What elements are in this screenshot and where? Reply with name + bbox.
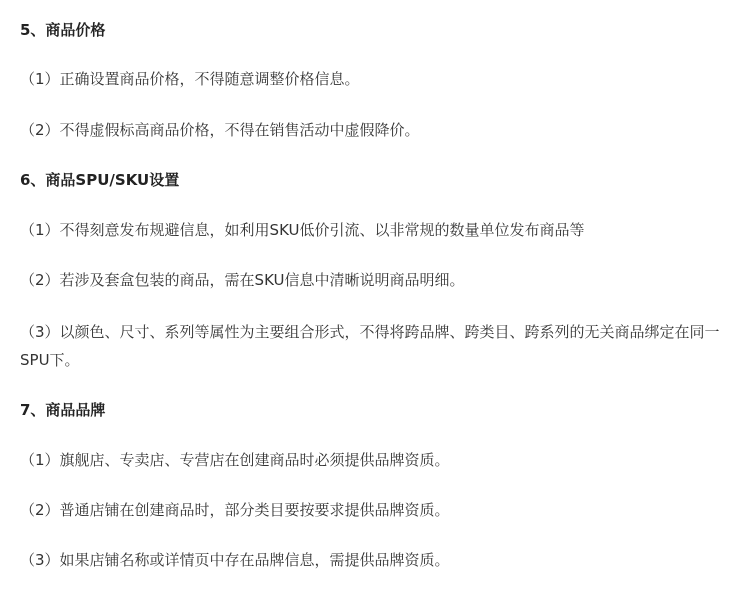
- paragraph-brand-1: （1）旗舰店、专卖店、专营店在创建商品时必须提供品牌资质。: [20, 451, 450, 469]
- section-heading-brand: 7、商品品牌: [20, 401, 106, 419]
- paragraph-spu-3: （3）以颜色、尺寸、系列等属性为主要组合形式，不得将跨品牌、跨类目、跨系列的无关商品绑定在同一SPU下。: [20, 323, 720, 369]
- paragraph-brand-3: （3）如果店铺名称或详情页中存在品牌信息，需提供品牌资质。: [20, 551, 450, 569]
- paragraph-brand-2: （2）普通店铺在创建商品时，部分类目要按要求提供品牌资质。: [20, 501, 450, 519]
- section-heading-spu-sku: 6、商品SPU/SKU设置: [20, 171, 180, 189]
- paragraph-spu-2: （2）若涉及套盒包装的商品，需在SKU信息中清晰说明商品明细。: [20, 271, 465, 289]
- section-heading-price: 5、商品价格: [20, 21, 106, 39]
- paragraph-price-1: （1）正确设置商品价格，不得随意调整价格信息。: [20, 70, 360, 88]
- paragraph-price-2: （2）不得虚假标高商品价格，不得在销售活动中虚假降价。: [20, 121, 420, 139]
- paragraph-spu-1: （1）不得刻意发布规避信息，如利用SKU低价引流、以非常规的数量单位发布商品等: [20, 221, 585, 239]
